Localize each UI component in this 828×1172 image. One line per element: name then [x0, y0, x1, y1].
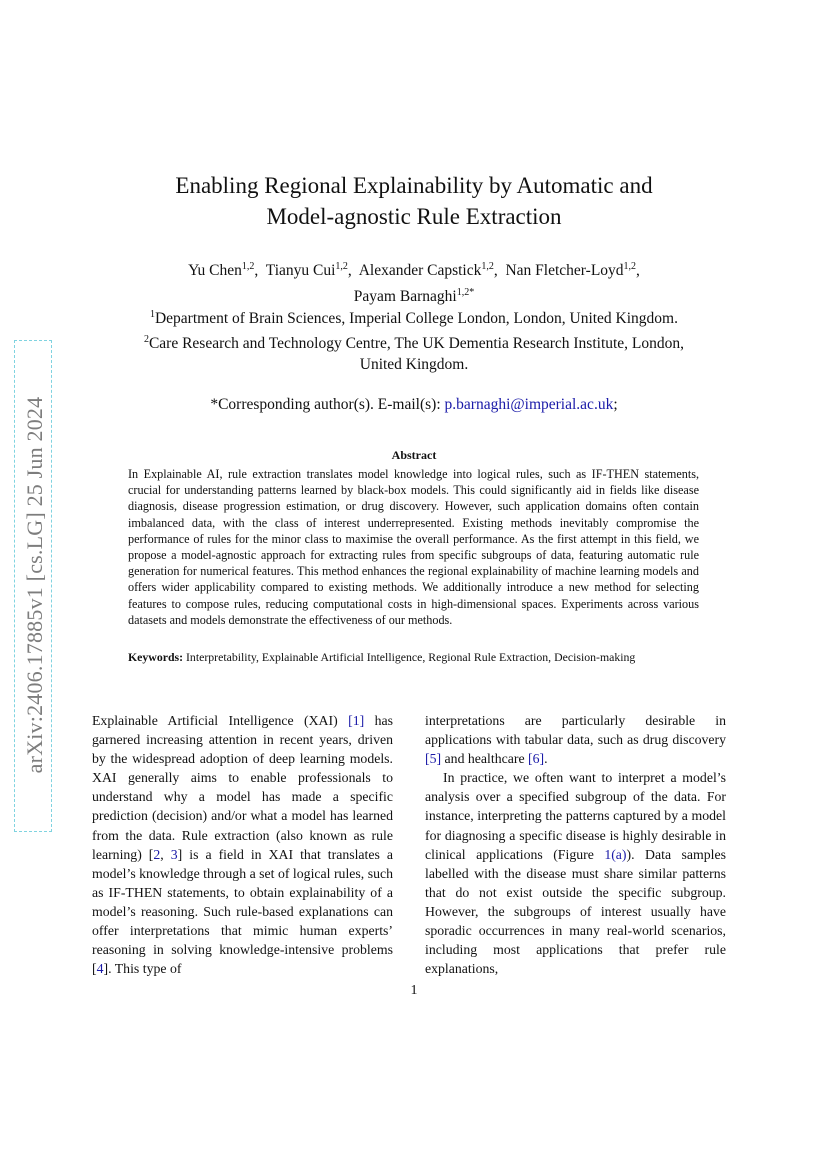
figure-link[interactable]: 1(a): [604, 846, 627, 862]
citation-link[interactable]: [1]: [348, 713, 365, 728]
abstract-body: In Explainable AI, rule extraction translates model knowledge into logical rules, such as IF-THEN statements, crucial for understanding patterns learned by black-box models. This could significantly aid in fields like disease diagnosis, disease progression estimation, or drug discovery. However, such application domains often contain imbalanced data, with the class of interest underrepresented. Existing methods inevitably compromise the performance of rules for the minor class to maximise the overall performance. As the first attempt in this field, we propose a model-agnostic approach for extracting rules from specific subgroups of data, featuring automatic rule generation for numerical features. This method enhances the regional explainability of machine learning models and offers wider applicability compared to existing methods. We additionally introduce a new method for selecting features to compose rules, reducing computational costs in high-dimensional spaces. Experiments across various datasets and models demonstrate the effectiveness of our methods.: [128, 467, 699, 627]
paragraph: [92, 711, 393, 978]
abstract-heading: Abstract: [391, 448, 437, 462]
text-run: .: [544, 751, 548, 767]
author-name: Nan Fletcher-Loyd: [505, 262, 624, 280]
affiliation-mark: 1: [149, 309, 155, 320]
corresponding-author: [90, 396, 738, 414]
author-affil-mark: 1,2: [481, 261, 494, 272]
citation-link[interactable]: [5]: [425, 751, 442, 767]
text-run: ). Data samples labelled with the disease must share similar patterns that do not exist outside the specific subgroup. However, the subgroups of interest usually have sporadic occurrences in many real-world scenarios, including most applications that prefer rule explanations,: [425, 846, 727, 977]
text-run: Explainable Artificial Intelligence (XAI): [92, 713, 349, 728]
paragraph: [425, 711, 726, 768]
author-list: Yu Chen$^{1,2}$, Tianyu Cui$^{1,2}$, Alexander Capstick$^{1,2}$, Nan Fletcher-Loyd$^{1,2}$, Payam Barnaghi$^{1,2*}$: [188, 261, 640, 306]
author-name: Yu Chen: [188, 262, 242, 280]
author-affil-mark: 1,2: [335, 261, 348, 272]
text-run: In practice, we often want to interpret a model’s analysis over a specified subgroup of the data. For instance, interpreting the patterns captured by a model for diagnosing a specific disease is highly desirable in clinical applications (Figure: [425, 770, 726, 862]
affiliation-text: Department of Brain Sciences, Imperial College London, London, United Kingdom.: [154, 310, 678, 328]
citation-link[interactable]: [6]: [528, 751, 545, 767]
keywords: [128, 650, 728, 665]
arxiv-stamp: arXiv:2406.17885v1 [cs.LG] 25 Jun 2024: [22, 396, 47, 774]
citation-link[interactable]: 4: [96, 961, 104, 977]
author-affil-mark: 1,2*: [456, 287, 475, 299]
keywords-label: Keywords:: [128, 650, 184, 664]
text-run: ] is a field in XAI that translates a model’s knowledge through a set of logical rules, such as IF-THEN statements, to obtain explainability of a model’s reasoning. Such rule-based explanations can offer interpretations that mimic human experts’ reasoning in solving knowledge-intensive problems [: [92, 846, 393, 977]
text-run: has garnered increasing attention in recent years, driven by the widespread adoption of deep learning models. XAI generally aims to enable professionals to understand why a model has made a specific prediction (decision) and/or what a model has learned from the data. Rule extraction (also known as rule learning) [: [92, 713, 394, 862]
citation-link[interactable]: 2: [153, 846, 161, 862]
title-line-2: Model-agnostic Rule Extraction: [266, 204, 562, 229]
author-name: Payam Barnaghi: [353, 288, 457, 306]
text-run: interpretations are particularly desirable in applications with tabular data, such as drug discovery: [425, 713, 726, 748]
affiliation-2: [90, 329, 738, 354]
author-affil-mark: 1,2: [623, 261, 637, 272]
email-link[interactable]: p.barnaghi@imperial.ac.uk: [444, 396, 614, 413]
author-name: Tianyu Cui: [265, 262, 336, 280]
affiliation-text: Care Research and Technology Centre, The UK Dementia Research Institute, London,: [148, 335, 685, 353]
title-line-1: Enabling Regional Explainability by Automatic and: [175, 173, 653, 198]
text-run: and healthcare: [441, 751, 529, 767]
citation-link[interactable]: 3: [170, 846, 178, 862]
corresponding-suffix: ;: [613, 396, 618, 413]
body-column-left: [92, 711, 393, 978]
page-number: 1: [410, 983, 418, 998]
corresponding-label: *Corresponding author(s). E-mail(s):: [210, 396, 445, 413]
affiliation-2-cont: United Kingdom.: [359, 356, 469, 374]
affiliation-1: [90, 304, 738, 329]
paper-title: [120, 170, 708, 232]
affiliation-mark: 2: [143, 334, 149, 346]
author-affil-mark: 1,2: [241, 261, 255, 272]
affiliations: [90, 304, 738, 375]
body-column-right: [425, 711, 726, 978]
text-run: ]. This type of: [103, 961, 182, 977]
paragraph: [425, 768, 726, 978]
text-run: ,: [160, 846, 171, 862]
author-name: Alexander Capstick: [358, 262, 482, 280]
keywords-text: Interpretability, Explainable Artificial Intelligence, Regional Rule Extraction, Decision-making: [183, 650, 636, 664]
